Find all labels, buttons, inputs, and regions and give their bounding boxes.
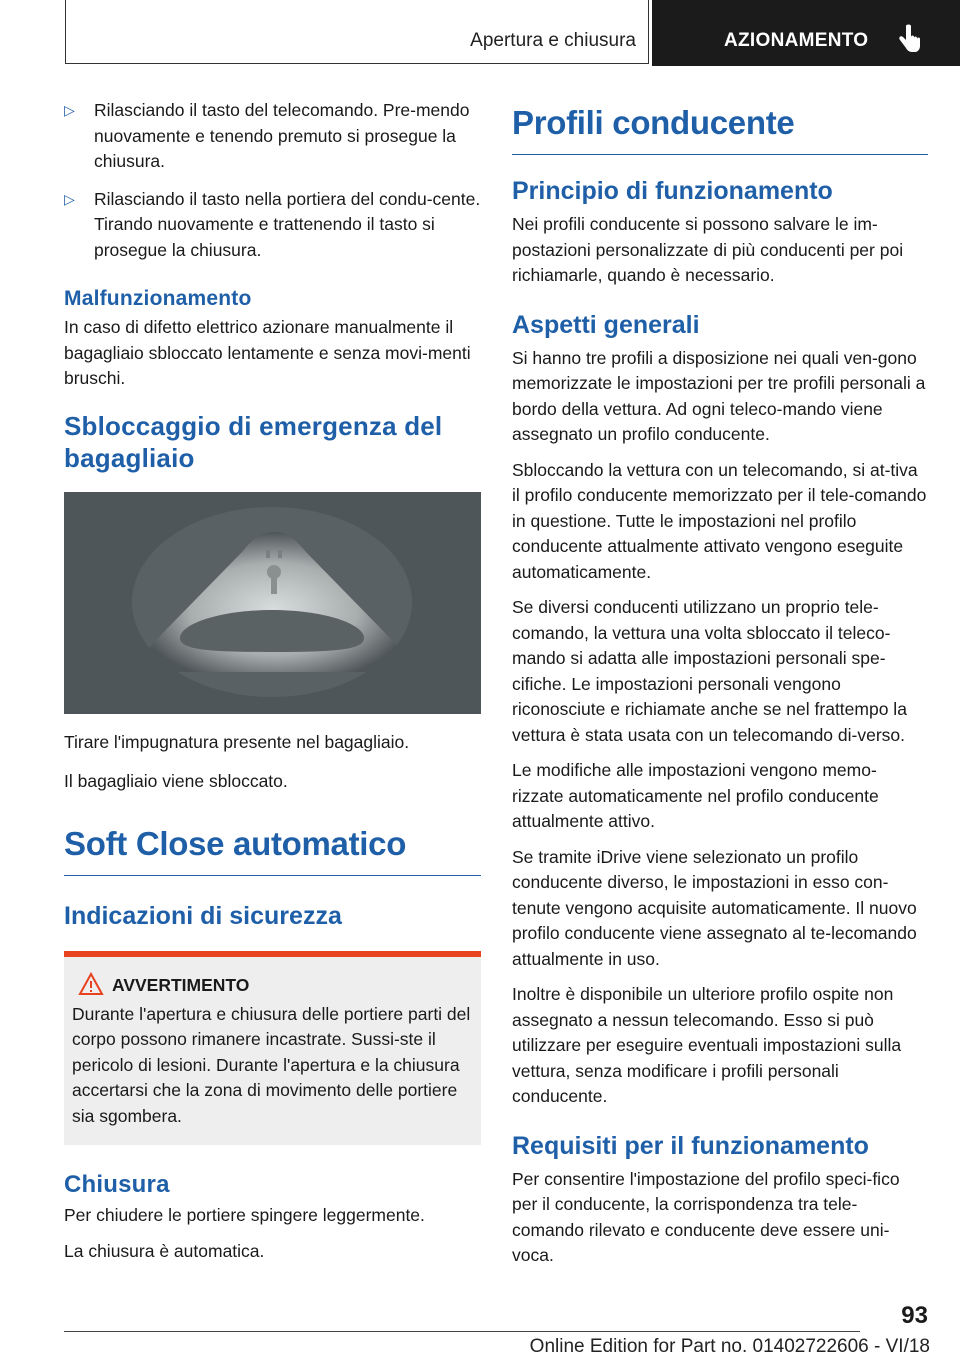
header-section-title: Apertura e chiusura <box>470 30 636 51</box>
emergency-text-2: Il bagagliaio viene sbloccato. <box>64 771 288 791</box>
footer-edition: Online Edition for Part no. 01402722606 - VI/18 <box>529 1336 930 1357</box>
general-paragraph: Se diversi conducenti utilizzano un proprio tele-comando, la vettura una volta sbloccato il teleco-mando si adatta alle impostazioni personali spe-cifiche. Le impostazioni personali vengono riconosciute e richiamate anche se nel frattempo la vettura è stata usata con un telecomando di-verso. <box>512 597 907 745</box>
general-paragraph: Se tramite iDrive viene selezionato un profilo conducente diverso, le impostazioni in esso con-tenute vengono acquisite automaticamente. Il nuovo profilo conducente viene assegnato al te-lecomando attualmente in uso. <box>512 846 917 969</box>
closing-text-1: Per chiudere le portiere spingere leggermente. <box>64 1205 425 1225</box>
list-item <box>64 187 481 264</box>
triangle-bullet-icon: ▷ <box>64 102 75 118</box>
general-paragraph: Si hanno tre profili a disposizione nei quali ven-gono memorizzate le impostazioni per tre profili personali a bordo della vettura. Ad ogni teleco-mando viene assegnato un profilo conducente. <box>512 347 926 444</box>
emergency-text-1: Tirare l'impugnatura presente nel bagagliaio. <box>64 731 410 752</box>
header-chapter-label: AZIONAMENTO <box>724 30 869 51</box>
footer-divider <box>64 1331 860 1332</box>
malfunction-heading: Malfunzionamento <box>64 287 252 310</box>
warning-text: Durante l'apertura e chiusura delle portiere parti del corpo possono rimanere incastrate. Sussi-ste il pericolo di lesioni. Durante l'apertura e la chiusura accertarsi che la zona di movimento delle portiere sia sgombera. <box>72 1003 471 1126</box>
header-divider-left <box>65 0 66 64</box>
hand-pointing-icon <box>896 24 922 54</box>
malfunction-text: In caso di difetto elettrico azionare manualmente il bagagliaio sbloccato lentamente e senza movi-menti bruschi. <box>64 317 471 388</box>
principle-text: Nei profili conducente si possono salvare le im-postazioni personalizzate di più conducenti per poi richiamarle, quando è necessario. <box>512 214 904 285</box>
warning-triangle-icon <box>78 972 104 996</box>
general-heading: Aspetti generali <box>512 310 700 339</box>
header-divider-mid <box>648 0 649 64</box>
left-column <box>64 98 481 1274</box>
requirements-heading: Requisiti per il funzionamento <box>512 1131 869 1160</box>
general-paragraph: Le modifiche alle impostazioni vengono memo-rizzate automaticamente nel profilo conducente attualmente attivo. <box>512 760 879 831</box>
driver-profiles-heading: Profili conducente <box>512 104 928 155</box>
right-column <box>512 98 928 1279</box>
page-number: 93 <box>901 1302 928 1329</box>
list-item <box>64 98 481 175</box>
closing-heading: Chiusura <box>64 1171 170 1198</box>
list-item-text: Rilasciando il tasto nella portiera del condu-cente. Tirando nuovamente e trattenendo il tasto si prosegue la chiusura. <box>94 188 481 260</box>
safety-heading: Indicazioni di sicurezza <box>64 901 342 930</box>
trunk-release-handle-image <box>64 492 481 714</box>
warning-box <box>64 951 481 1146</box>
emergency-release-heading: Sbloccaggio di emergenza del bagagliaio <box>64 410 443 473</box>
warning-title: AVVERTIMENTO <box>112 974 250 995</box>
principle-heading: Principio di funzionamento <box>512 177 833 205</box>
header-underline <box>65 63 649 64</box>
list-item-text: Rilasciando il tasto del telecomando. Pre-mendo nuovamente e tenendo premuto si prosegue la chiusura. <box>94 100 470 171</box>
general-paragraph: Inoltre è disponibile un ulteriore profilo ospite non assegnato a nessun telecomando. Esso si può utilizzare per eseguire eventuali impostazioni sulla vettura, senza modificare i profili personali conducente. <box>512 984 902 1106</box>
triangle-bullet-icon: ▷ <box>64 190 75 207</box>
soft-close-heading: Soft Close automatico <box>64 825 481 876</box>
general-paragraph: Sbloccando la vettura con un telecomando, si at-tiva il profilo conducente memorizzato per il tele-comando in questione. Tutte le impostazioni nel profilo conducente attualmente attivato vengono eseguite automaticamente. <box>512 459 927 582</box>
closing-text-2: La chiusura è automatica. <box>64 1240 265 1261</box>
requirements-text: Per consentire l'impostazione del profilo speci-fico per il conducente, la corrispondenza tra tele-comando rilevato e conducente deve essere uni-voca. <box>512 1168 900 1265</box>
